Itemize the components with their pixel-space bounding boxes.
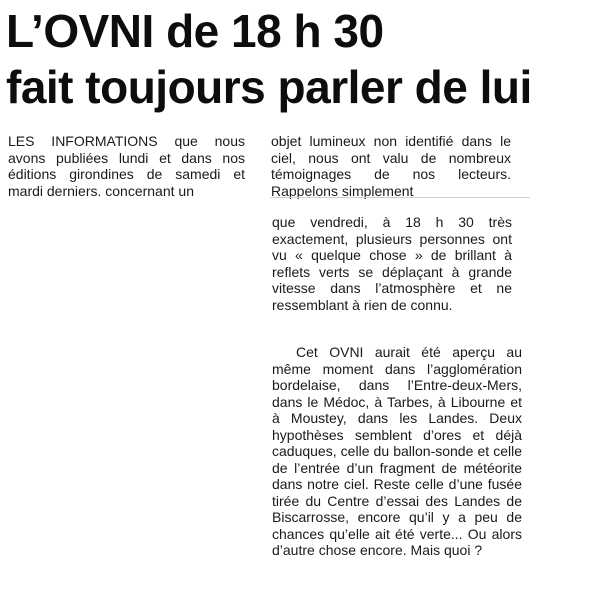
- article-column-right-middle: [272, 214, 512, 313]
- article-column-right-bottom: [272, 344, 522, 559]
- article-paragraph-sighting: que vendredi, à 18 h 30 très exactement, plusieurs personnes ont vu « quelque chose » de brillant à reflets verts se déplaçant à grande vitesse dans l’atmosphère et ne ressemblant à rien de connu.: [272, 214, 512, 313]
- column-divider: [270, 197, 530, 198]
- article-column-right-top: [271, 133, 511, 199]
- article-paragraph-continued: objet lumineux non identifié dans le ciel, nous ont valu de nombreux témoignages de nos lecteurs. Rappelons simplement: [271, 133, 511, 199]
- article-paragraph-hypotheses: Cet OVNI aurait été aperçu au même moment dans l’agglomération bordelaise, dans l’Entre-deux-Mers, dans le Médoc, à Tarbes, à Libourne et à Moustey, dans les Landes. Deux hypothèses semblent d’ores et déjà caduques, celle du ballon-sonde et celle de l’entrée d’un fragment de météorite dans notre ciel. Reste celle d’une fusée tirée du Centre d’essai des Landes de Biscarrosse, encore qu’il y a peu de chances qu’elle ait été verte... Ou alors d’autre chose encore. Mais quoi ?: [272, 344, 522, 558]
- article-paragraph-intro: LES INFORMATIONS que nous avons publiées lundi et dans nos éditions girondines de samedi et mardi derniers. concernant un: [8, 133, 245, 199]
- article-column-left: [8, 133, 245, 199]
- headline-line-1: L’OVNI de 18 h 30: [6, 5, 384, 57]
- headline-line-2: fait toujours parler de lui: [6, 61, 532, 113]
